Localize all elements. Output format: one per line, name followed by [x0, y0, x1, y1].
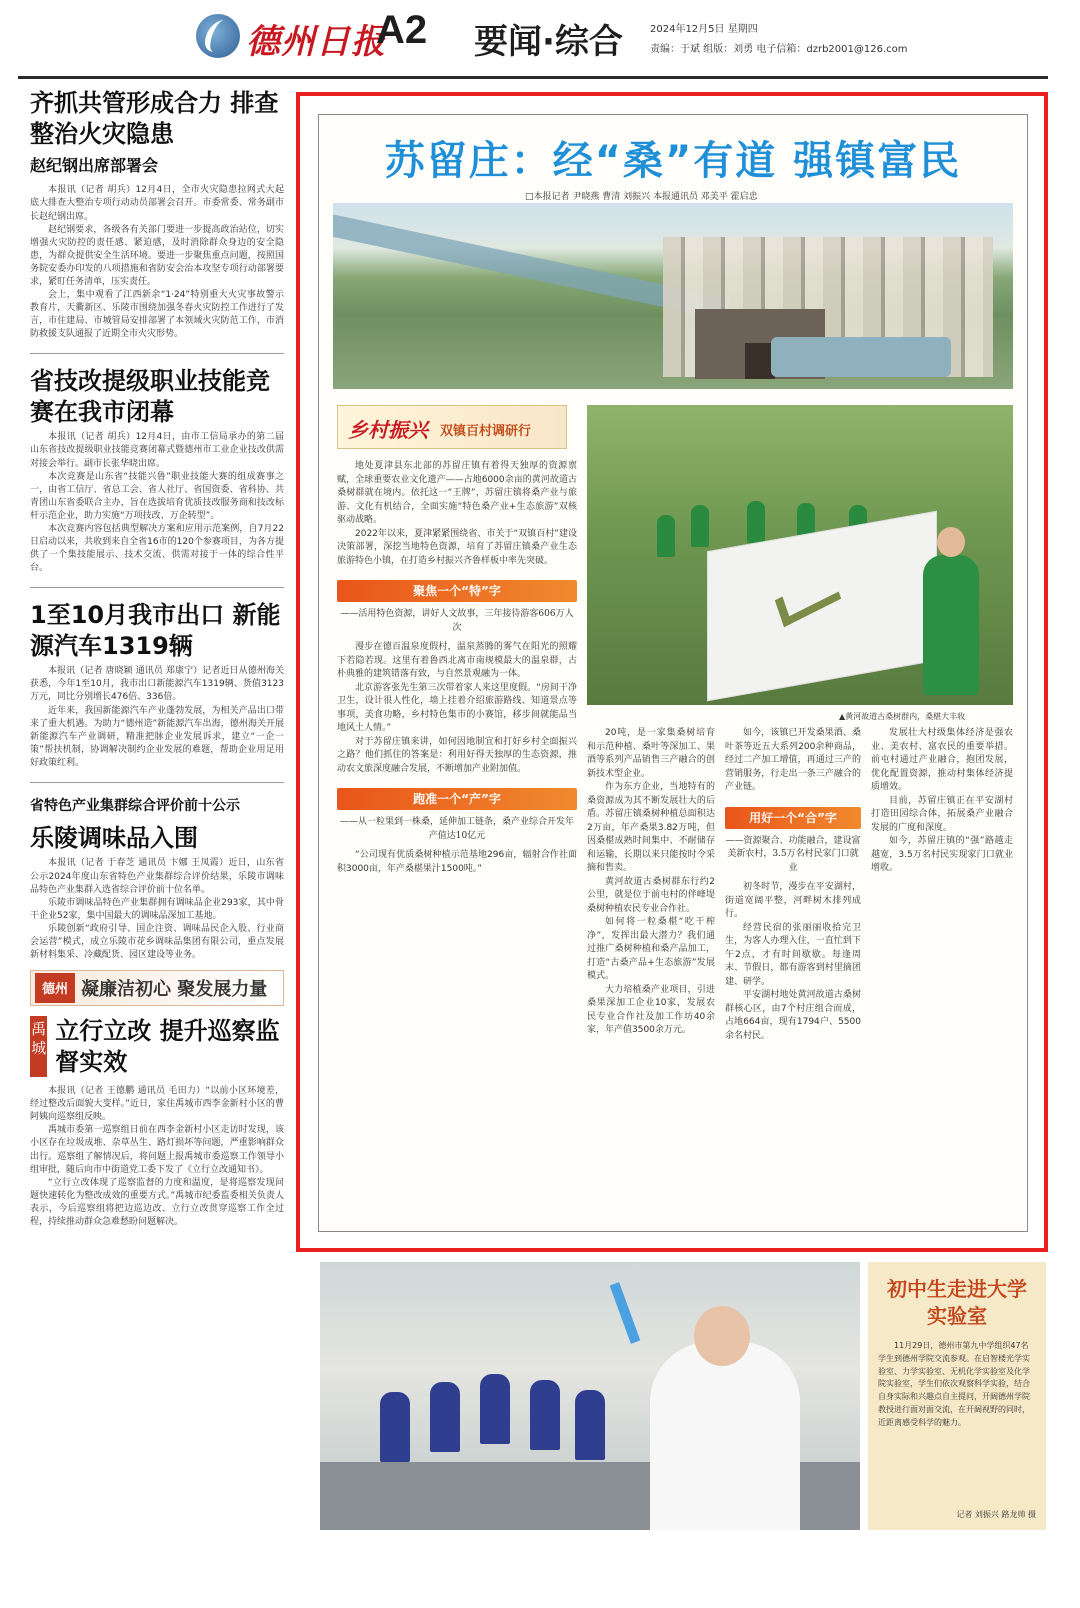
- story-inspection: [18, 1016, 288, 1229]
- article-paragraph: 20吨，是一家集桑树培育和示范种植、桑叶等深加工、果酒等系列产品销售三产融合的创新技术型企业。: [587, 728, 715, 779]
- story-paragraph: 本次竞赛是山东省“技能兴鲁”职业技能大赛的组成赛事之一，由省工信厅、省总工会、省人社厅、省国资委、省科协、共青团山东省委联合主办，旨在选拔培育优质技改服务商和技改标杆示范企业，助力实施“万项技改、万企转型”。: [30, 471, 284, 521]
- editor-info: 责编：于斌 组版：刘勇 电子信箱：dzrb2001@126.com: [650, 44, 908, 55]
- feature-column-c: [725, 727, 861, 1043]
- divider: [30, 782, 284, 783]
- foreground-person-figure: [923, 555, 979, 695]
- feature-column-a: [337, 460, 577, 876]
- test-tube-shape: [610, 1282, 641, 1344]
- section-title: 要闻·综合: [474, 22, 623, 62]
- student-figure: [430, 1382, 460, 1452]
- region-tag: 禹城: [30, 1016, 47, 1077]
- article-paragraph: 作为东方企业，当地特有的桑资源成为其不断发展壮大的后盾。苏留庄镇桑树种植总面积达2万亩，年产桑果3.82万吨，但因桑椹成熟时间集中、不耐储存和运输，长期以来只能按时令采摘和售卖。: [587, 782, 715, 873]
- section-subhead: 跑准一个“产”字: [337, 788, 577, 810]
- article-paragraph: 如何将一粒桑椹“吃干榨净”，发挥出最大潜力？我们通过推广桑树种植和桑产品加工，打造“古桑产品+生态旅游”发展模式。: [587, 917, 715, 981]
- story-headline: 立行立改 提升巡察监督实效: [55, 1016, 280, 1076]
- story-headline: 1至10月我市出口 新能源汽车1319辆: [30, 600, 281, 660]
- feature-title: 苏留庄：经“桑”有道 强镇富民: [384, 138, 962, 184]
- feature-highlight-frame: [296, 92, 1048, 1252]
- feature-column-b: [587, 727, 715, 1038]
- banner-main-text: 乡村振兴: [348, 418, 428, 442]
- newspaper-logo-icon: [196, 14, 240, 58]
- story-paragraph: 本报讯（记者 胡兵）12月4日，全市火灾隐患拉网式大起底大排查大整治专项行动动员部署会召开。市委常委、常务副市长赵纪钢出席。: [30, 185, 284, 222]
- story-paragraph: 乐陵市调味品特色产业集群拥有调味品企业293家，其中骨干企业52家，集中国最大的调味品深加工基地。: [30, 897, 284, 921]
- story-paragraph: 近年来，我国新能源汽车产业蓬勃发展，为相关产品出口带来了重大机遇。为助力“德州造”新能源汽车出海，德州海关开展新能源汽车产业调研，精准把脉企业发展诉求，建立“一企一策”帮扶机制，协调解决制约企业发展的难题，帮助企业用足用好政策红利。: [30, 705, 284, 768]
- story-headline: 齐抓共管形成合力 排查整治火灾隐患: [30, 89, 279, 148]
- article-paragraph: 大力培植桑产业项目，引进桑果深加工企业10家，发展农民专业合作社及加工作坊40余家，年产值3500余万元。: [587, 984, 715, 1035]
- story-paragraph: 乐陵创新“政府引导、国企注资、调味品民企入股、行业商会运营”模式，成立乐陵市花乡调味品集团有限公司，重点发展新材料集采、冷藏配货、园区建设等业务。: [30, 923, 284, 960]
- divider: [30, 587, 284, 588]
- newspaper-brand: 德州日报: [246, 22, 386, 62]
- white-sheet-shape: [707, 511, 937, 702]
- feature-byline: □本报记者 尹晓燕 曹清 刘振兴 本报通讯员 邓美平 霍启忠: [525, 192, 758, 202]
- left-news-column: [18, 88, 288, 1588]
- sidebar-text: 11月29日，德州市第九中学组织47名学生到德州学院交流参观。在启智楼光学实验室、力学实验室、无机化学实验室及化学院实验室，学生们依次观察科学实验，结合自身实际和兴趣点自主提问，开阔德州学院教授进行面对面交流，在开阔视野的同时，近距离感受科学的魅力。: [878, 1341, 1030, 1427]
- story-paragraph: 本报讯（记者 唐晓颖 通讯员 郑康宁）记者近日从德州海关获悉，今年1至10月，我市出口新能源汽车1319辆、货值3123万元，同比分别增长476倍、336倍。: [30, 666, 284, 703]
- story-ev-exports: [18, 600, 288, 770]
- article-paragraph: 如今，苏留庄镇的“强”路越走越宽，3.5万名村民实现家门口就业增收。: [871, 836, 1013, 873]
- student-figure: [380, 1392, 410, 1462]
- column-title: 凝廉洁初心 聚发展力量: [81, 978, 268, 1000]
- photo-caption: ▲黄河故道古桑树群内，桑椹大丰收: [839, 712, 966, 721]
- lab-visit-sidebar: [868, 1262, 1046, 1530]
- masthead-rule: [18, 76, 1048, 79]
- section-subhead: 用好一个“合”字: [725, 807, 861, 829]
- divider: [30, 353, 284, 354]
- story-paragraph: 本报讯（记者 胡兵）12月4日，由市工信局承办的第二届山东省技改提级职业技能竞赛闭幕式暨德州市工业企业技改供需对接会举行。副市长张华晓出席。: [30, 432, 284, 469]
- section-subquote: ——活用特色资源，讲好人文故事，三年接待游客606万人次: [340, 609, 574, 633]
- pond-shape: [771, 337, 951, 377]
- section-subquote: ——资源聚合、功能融合，建设富美新农村，3.5万名村民家门口就业: [725, 835, 861, 873]
- story-headrow: [30, 1016, 288, 1077]
- issue-date: 2024年12月5日 星期四: [650, 24, 758, 35]
- story-paragraph: “立行立改体现了巡察监督的力度和温度，是将巡察发现问题快速转化为整改成效的重要方式。”禹城市纪委监委相关负责人表示，今后巡察组将把边巡边改、立行立改贯穿巡察工作全过程，持续推动群众急难愁盼问题解决。: [30, 1177, 284, 1227]
- article-paragraph: 经营民宿的张丽丽收拾完卫生，为客人办理入住，一直忙到下午2点，才有时间歇歇。每逢周末、节假日，都有游客到村里摘团建、研学。: [725, 922, 861, 987]
- article-paragraph: “公司现有优质桑树种植示范基地296亩，辐射合作社面积3000亩，年产桑椹果汁1500吨。”: [337, 850, 577, 874]
- rural-revitalization-banner: [337, 405, 567, 449]
- story-fire-safety: [18, 88, 288, 341]
- photo-credit: 记者 刘振兴 路龙帅 摄: [956, 1510, 1036, 1519]
- sidebar-title: 初中生走进大学实验室: [887, 1277, 1027, 1328]
- article-paragraph: 黄河故道古桑树群东行约2公里，就是位于前屯村的伴峰堤桑树种植农民专业合作社。: [587, 876, 715, 914]
- story-kicker: 省特色产业集群综合评价前十公示: [30, 797, 240, 814]
- person-figure: [691, 505, 709, 547]
- story-skills-contest: [18, 366, 288, 575]
- feature-article: [318, 114, 1028, 1232]
- article-paragraph: 北京游客张先生第三次带着家人来这里度假。“房间干净卫生，设计很人性化，墙上挂着介绍旅游路线、知道景点等事项，美食功略，乡村特色集市的小赛馆，移步间就能品当地风土人情。”: [337, 682, 577, 733]
- article-paragraph: 2022年以来，夏津紧紧围绕省、市关于“双镇百村”建设决策部署，深挖当地特色资源，培育了苏留庄镇桑产业生态旅游特色小镇，在打造乡村振兴齐鲁样板中率先突破。: [337, 528, 577, 566]
- article-paragraph: 发展壮大村级集体经济是强农业、美农村、富农民的重要举措。前屯村通过产业融合，抱团发展，优化配置资源，推动村集体经济提质增效。: [871, 728, 1013, 792]
- article-paragraph: 漫步在德百温泉度假村，温泉蒸腾的雾气在阳光的照耀下若隐若现。这里有着鲁西北离市南规模最大的温泉群，古朴典雅的建筑错落有致，与自然景观融为一体。: [337, 642, 577, 679]
- section-subhead: 聚焦一个“特”字: [337, 580, 577, 602]
- student-figure: [575, 1390, 605, 1460]
- mulberry-harvest-photo: [587, 405, 1013, 705]
- feature-column-d: [871, 727, 1013, 876]
- column-seal: 德州: [35, 973, 75, 1003]
- article-paragraph: 平安湖村地处黄河故道古桑树群核心区，由7个村庄组合而成，占地664亩，现有1794户、5500余名村民。: [725, 990, 861, 1041]
- lab-coat-student-figure: [650, 1342, 800, 1530]
- article-paragraph: 对于苏留庄镇来讲，如何因地制宜和打好乡村全面振兴之路？他们抓住的答案是：利用好得天独厚的生态资源，推动农文旅深度融合发展，不断增加产业附加值。: [337, 736, 577, 774]
- article-paragraph: 如今，该镇已开发桑果酒、桑叶茶等近五大系列200余种商品，经过二产加工增值，再通过三产的营销服务，行走出一条三产融合的产业链。: [725, 728, 861, 792]
- article-paragraph: 地处夏津县东北部的苏留庄镇有着得天独厚的资源禀赋，全球重要农业文化遗产——占地6000余亩的黄河故道古桑树群就在境内。依托这一“王牌”，苏留庄镇将桑产业与旅游、文化有机结合，全面实施“特色桑产业+生态旅游”双核驱动战略。: [337, 461, 577, 525]
- student-figure: [530, 1380, 560, 1450]
- banner-sub-text: 双镇百村调研行: [440, 424, 532, 439]
- story-paragraph: 本报讯（记者 于春芝 通讯员 卞娜 王凤霞）近日，山东省公示2024年度山东省特色产业集群综合评价结果，乐陵市调味品特色产业集群入选省综合评价前十位名单。: [30, 858, 284, 895]
- article-paragraph: 初冬时节，漫步在平安湖村，街道宽阔平整，河畔树木排列成行。: [725, 882, 861, 919]
- masthead: [0, 0, 1080, 80]
- story-paragraph: 本次竞赛内容包括典型解决方案和应用示范案例，自7月22日启动以来，共收到来自全省16市的120个参赛项目，为各方提供了一个集技能展示、技术交流、供需对接于一体的综合性平台。: [30, 523, 284, 573]
- aerial-town-photo: [333, 203, 1013, 389]
- story-headline: 省技改提级职业技能竞赛在我市闭幕: [30, 367, 270, 426]
- story-headline: 乐陵调味品入围: [30, 823, 198, 852]
- article-paragraph: 目前，苏留庄镇正在平安湖村打造田园综合体，拓展桑产业融合发展的广度和深度。: [871, 795, 1013, 833]
- story-subhead: 赵纪钢出席部署会: [30, 156, 159, 176]
- page-number: A2: [376, 8, 428, 52]
- section-subquote: ——从一粒果到一株桑，延伸加工链条，桑产业综合开发年产值达10亿元: [339, 817, 574, 841]
- story-paragraph: 会上，集中观看了江西新余“1·24”特别重大火灾事故警示教育片，天衢新区、乐陵市围绕加强冬春火灾防控工作进行了发言，市住建局、市城管局安排部署了本领域火灾防范工作，市消防救援支队通报了近期全市火灾形势。: [30, 289, 284, 339]
- student-figure: [480, 1374, 510, 1444]
- story-paragraph: 禹城市委第一巡察组日前在西李金新村小区走访时发现，该小区存在垃圾成堆、杂草丛生、路灯损坏等问题，严重影响群众出行。巡察组了解情况后，将问题上报禹城市委巡察工作领导小组审批，随后向市中街道党工委下发了《立行立改通知书》。: [30, 1125, 284, 1175]
- story-paragraph: 本报讯（记者 王德鹏 通讯员 毛田力）“以前小区环境差，经过整改后面貌大变样。”近日，家住禹城市西李金新村小区的曹阿姨向巡察组反映。: [30, 1086, 284, 1123]
- column-banner: [30, 970, 284, 1006]
- story-seasoning-cluster: [18, 795, 288, 962]
- person-figure: [747, 501, 765, 543]
- lab-visit-photo: [320, 1262, 860, 1530]
- person-figure: [657, 515, 675, 557]
- story-paragraph: 赵纪钢要求，各级各有关部门要进一步提高政治站位，切实增强火灾防控的责任感、紧迫感，及时消除群众身边的安全隐患，为群众提供安全生活环境。要进一步聚焦重点问题，按照国务院安委办印发的八项措施和省防安会治本攻坚专项行动部署要求，紧盯任务清单，压实责任。: [30, 224, 284, 287]
